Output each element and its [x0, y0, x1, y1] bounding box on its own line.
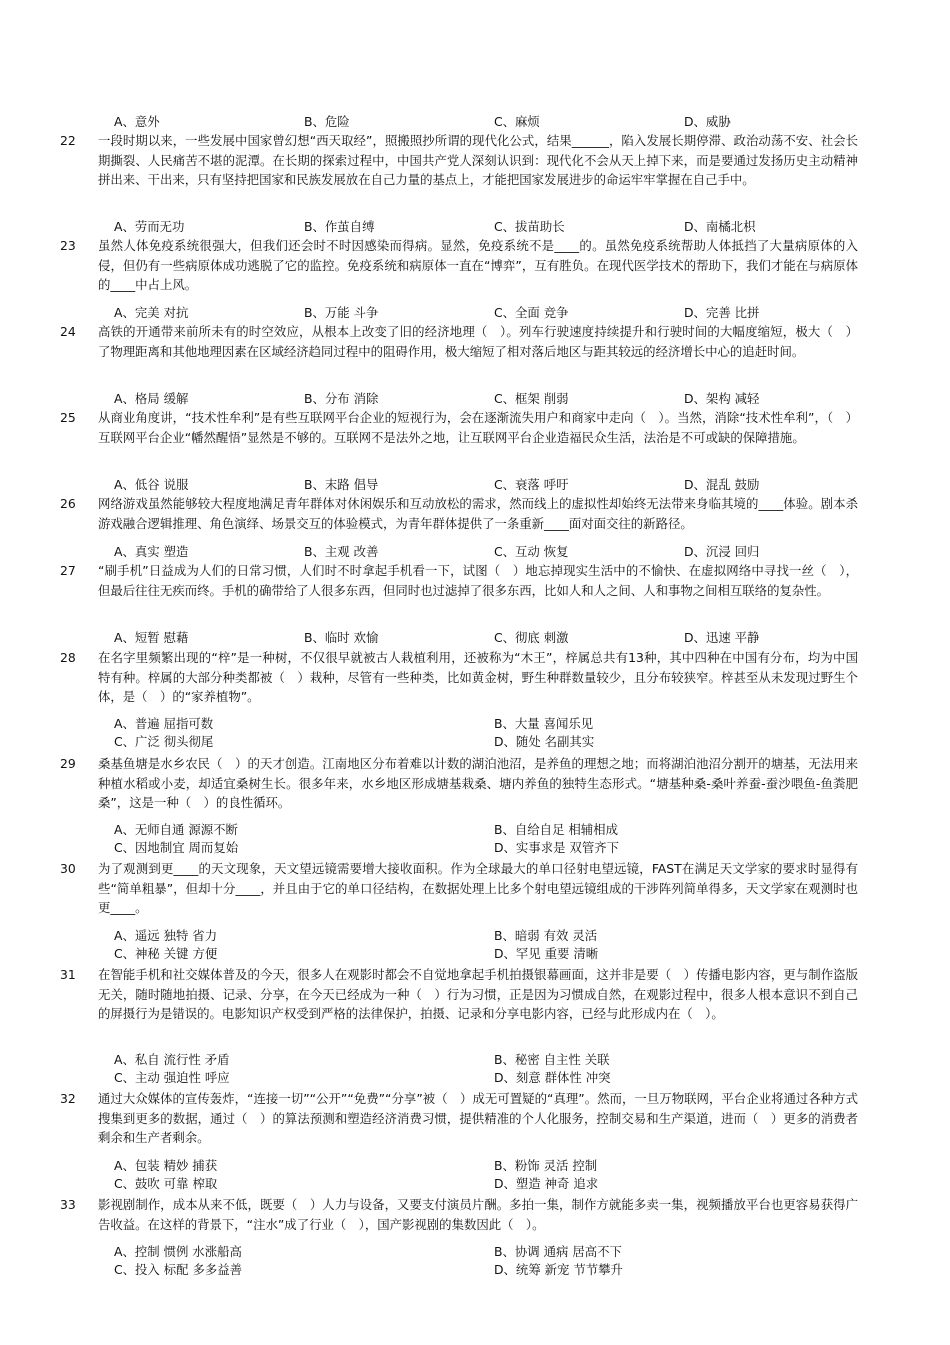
question-stem: “刷手机”日益成为人们的日常习惯，人们时不时拿起手机看一下，试图（ ）地忘掉现实生活中的不愉快、在虚拟网络中寻找一丝（ ），但最后往往无疾而终。手机的确带给了人很多东西，但同时也过滤掉了很多东西，比如人和人之间、人和事物之间相互联络的复杂性。 [98, 563, 858, 598]
option-b: B、秘密 自主性 关联 [494, 1052, 610, 1067]
option-c: C、投入 标配 多多益善 [114, 1262, 243, 1277]
option-d: D、沉浸 回归 [684, 544, 760, 559]
option-a: A、低谷 说服 [114, 477, 189, 492]
question-stem: 通过大众媒体的宣传轰炸，“连接一切”“公开”“免费”“分享”被（ ）成无可置疑的“真理”。然而，一旦万物联网，平台企业将通过各种方式搜集到更多的数据，通过（ ）的算法预测和塑造经济消费习惯，提供精准的个人化服务，控制交易和生产渠道，进而（ ）更多的消费者剩余和生产者剩余。 [98, 1091, 858, 1145]
question-number: 28 [60, 650, 76, 665]
question-stem: 网络游戏虽然能够较大程度地满足青年群体对休闲娱乐和互动放松的需求，然而线上的虚拟性却始终无法带来身临其境的____体验。剧本杀游戏融合逻辑推理、角色演绎、场景交互的体验模式，为青年群体提供了一条重新____面对面交往的新路径。 [98, 496, 858, 531]
option-a: A、普遍 屈指可数 [114, 716, 214, 731]
question-number: 33 [60, 1197, 76, 1212]
option-b: B、分布 消除 [304, 391, 379, 406]
question-stem: 在名字里频繁出现的“梓”是一种树，不仅很早就被古人栽植利用，还被称为“木王”，梓属总共有13种，其中四种在中国有分布，均为中国特有种。梓属的大部分种类都被（ ）栽种，尽管有一些种类，比如黄金树，野生种群数量较少，且分布较狭窄。梓甚至从未发现过野生个体，是（ ）的“家养植物”。 [98, 650, 858, 704]
option-c: C、互动 恢复 [494, 544, 569, 559]
option-b: B、自给自足 相辅相成 [494, 822, 618, 837]
question-stem: 高铁的开通带来前所未有的时空效应，从根本上改变了旧的经济地理（ ）。列车行驶速度持续提升和行驶时间的大幅度缩短，极大（ ）了物理距离和其他地理因素在区域经济趋同过程中的阻碍作用，极大缩短了相对落后地区与距其较远的经济增长中心的追赶时间。 [98, 324, 858, 359]
question-number: 32 [60, 1091, 76, 1106]
option-b: B、万能 斗争 [304, 305, 379, 320]
option-a: A、格局 缓解 [114, 391, 189, 406]
q23-options [114, 304, 894, 321]
q33-options [114, 1243, 894, 1279]
question-32 [60, 1089, 860, 1149]
question-number: 24 [60, 324, 76, 339]
question-stem: 一段时期以来，一些发展中国家曾幻想“西天取经”，照搬照抄所谓的现代化公式，结果______，陷入发展长期停滞、政治动荡不安、社会长期撕裂、人民痛苦不堪的泥潭。在长期的探索过程中，中国共产党人深刻认识到：现代化不会从天上掉下来，而是要通过发扬历史主动精神拼出来、干出来，只有坚持把国家和民族发展放在自己力量的基点上，才能把国家发展进步的命运牢牢掌握在自己手中。 [98, 133, 858, 187]
option-c: C、主动 强迫性 呼应 [114, 1070, 230, 1085]
option-c: C、全面 竞争 [494, 305, 569, 320]
q31-options [114, 1051, 894, 1087]
option-a: A、私自 流行性 矛盾 [114, 1052, 230, 1067]
question-number: 29 [60, 756, 76, 771]
option-d: D、完善 比拼 [684, 305, 760, 320]
question-29 [60, 754, 860, 814]
question-number: 27 [60, 563, 76, 578]
option-b: B、粉饰 灵活 控制 [494, 1158, 598, 1173]
question-26 [60, 494, 860, 534]
option-d: D、罕见 重要 清晰 [494, 946, 599, 961]
question-22 [60, 131, 860, 211]
q28-options [114, 715, 894, 751]
option-b: B、临时 欢愉 [304, 630, 379, 645]
question-number: 26 [60, 496, 76, 511]
option-d: D、迅速 平静 [684, 630, 760, 645]
option-a: A、意外 [114, 114, 160, 129]
option-a: A、遥远 独特 省力 [114, 928, 218, 943]
option-c: C、广泛 彻头彻尾 [114, 734, 214, 749]
q25-options [114, 476, 894, 493]
option-b: B、主观 改善 [304, 544, 379, 559]
option-a: A、完美 对抗 [114, 305, 189, 320]
option-b: B、末路 倡导 [304, 477, 379, 492]
option-c: C、衰落 呼吁 [494, 477, 569, 492]
option-c: C、因地制宜 周而复始 [114, 840, 239, 855]
option-d: D、塑造 神奇 追求 [494, 1176, 599, 1191]
question-number: 25 [60, 410, 76, 425]
option-b: B、暗弱 有效 灵活 [494, 928, 598, 943]
option-c: C、彻底 刺激 [494, 630, 569, 645]
option-d: D、南橘北枳 [684, 219, 756, 234]
option-d: D、架构 减轻 [684, 391, 760, 406]
question-stem: 桑基鱼塘是水乡农民（ ）的天才创造。江南地区分布着难以计数的湖泊池沼，是养鱼的理想之地；而将湖泊池沼分割开的塘基，无法用来种植水稻或小麦，却适宜桑树生长。很多年来，水乡地区形成塘基栽桑、塘内养鱼的独特生态形式。“塘基种桑-桑叶养蚕-蚕沙喂鱼-鱼粪肥桑”，这是一种（ ）的良性循环。 [98, 756, 858, 810]
q21-options [114, 113, 894, 130]
q29-options [114, 821, 894, 857]
option-a: A、控制 惯例 水涨船高 [114, 1244, 242, 1259]
question-30 [60, 859, 860, 919]
q22-options [114, 218, 894, 235]
option-a: A、短暂 慰藉 [114, 630, 189, 645]
question-stem: 为了观测到更____的天文现象，天文望远镜需要增大接收面积。作为全球最大的单口径射电望远镜，FAST在满足天文学家的要求时显得有些“简单粗暴”，但却十分____，并且由于它的单口径结构，在数据处理上比多个射电望远镜组成的干涉阵列简单得多，天文学家在观测时也更____。 [98, 861, 858, 915]
question-stem: 在智能手机和社交媒体普及的今天，很多人在观影时都会不自觉地拿起手机拍摄银幕画面，这并非是要（ ）传播电影内容，更与制作盗版无关，随时随地拍摄、记录、分享，在今天已经成为一种（ ）行为习惯，正是因为习惯成自然，在观影过程中，很多人根本意识不到自己的屏摄行为是错误的。电影知识产权受到严格的法律保护，拍摄、记录和分享电影内容，已经与此形成内在（ ）。 [98, 967, 858, 1021]
option-d: D、威胁 [684, 114, 731, 129]
q26-options [114, 543, 894, 560]
option-d: D、实事求是 双管齐下 [494, 840, 619, 855]
option-c: C、拔苗助长 [494, 219, 565, 234]
question-number: 23 [60, 238, 76, 253]
option-d: D、随处 名副其实 [494, 734, 595, 749]
question-33 [60, 1195, 860, 1235]
option-a: A、真实 塑造 [114, 544, 189, 559]
question-31 [60, 965, 860, 1045]
option-c: C、麻烦 [494, 114, 540, 129]
question-number: 22 [60, 133, 76, 148]
option-b: B、作茧自缚 [304, 219, 375, 234]
question-stem: 影视剧制作，成本从来不低，既要（ ）人力与设备，又要支付演员片酬。多拍一集，制作方就能多卖一集，视频播放平台也更容易获得广告收益。在这样的背景下，“注水”成了行业（ ），国产影视剧的集数因此（ ）。 [98, 1197, 858, 1232]
option-b: B、大量 喜闻乐见 [494, 716, 594, 731]
option-a: A、无师自通 源源不断 [114, 822, 238, 837]
option-b: B、危险 [304, 114, 350, 129]
q32-options [114, 1157, 894, 1193]
option-b: B、协调 通病 居高不下 [494, 1244, 622, 1259]
option-d: D、统筹 新宠 节节攀升 [494, 1262, 623, 1277]
question-28 [60, 648, 860, 708]
option-c: C、鼓吹 可靠 榨取 [114, 1176, 218, 1191]
question-27 [60, 561, 860, 621]
option-a: A、劳而无功 [114, 219, 185, 234]
question-24 [60, 322, 860, 382]
q27-options [114, 629, 894, 646]
option-c: C、框架 削弱 [494, 391, 569, 406]
question-number: 31 [60, 967, 76, 982]
question-number: 30 [60, 861, 76, 876]
q24-options [114, 390, 894, 407]
option-a: A、包装 精妙 捕获 [114, 1158, 218, 1173]
question-25 [60, 408, 860, 468]
option-c: C、神秘 关键 方便 [114, 946, 218, 961]
question-stem: 从商业角度讲，“技术性牟利”是有些互联网平台企业的短视行为，会在逐渐流失用户和商家中走向（ ）。当然，消除“技术性牟利”，（ ）互联网平台企业“幡然醒悟”显然是不够的。互联网不是法外之地，让互联网平台企业造福民众生活，法治是不可或缺的保障措施。 [98, 410, 858, 445]
question-stem: 虽然人体免疫系统很强大，但我们还会时不时因感染而得病。显然，免疫系统不是____的。虽然免疫系统帮助人体抵挡了大量病原体的入侵，但仍有一些病原体成功逃脱了它的监控。免疫系统和病原体一直在“博弈”，互有胜负。在现代医学技术的帮助下，我们才能在与病原体的____中占上风。 [98, 238, 858, 292]
question-23 [60, 236, 860, 296]
q30-options [114, 927, 894, 963]
option-d: D、刻意 群体性 冲突 [494, 1070, 611, 1085]
option-d: D、混乱 鼓励 [684, 477, 760, 492]
